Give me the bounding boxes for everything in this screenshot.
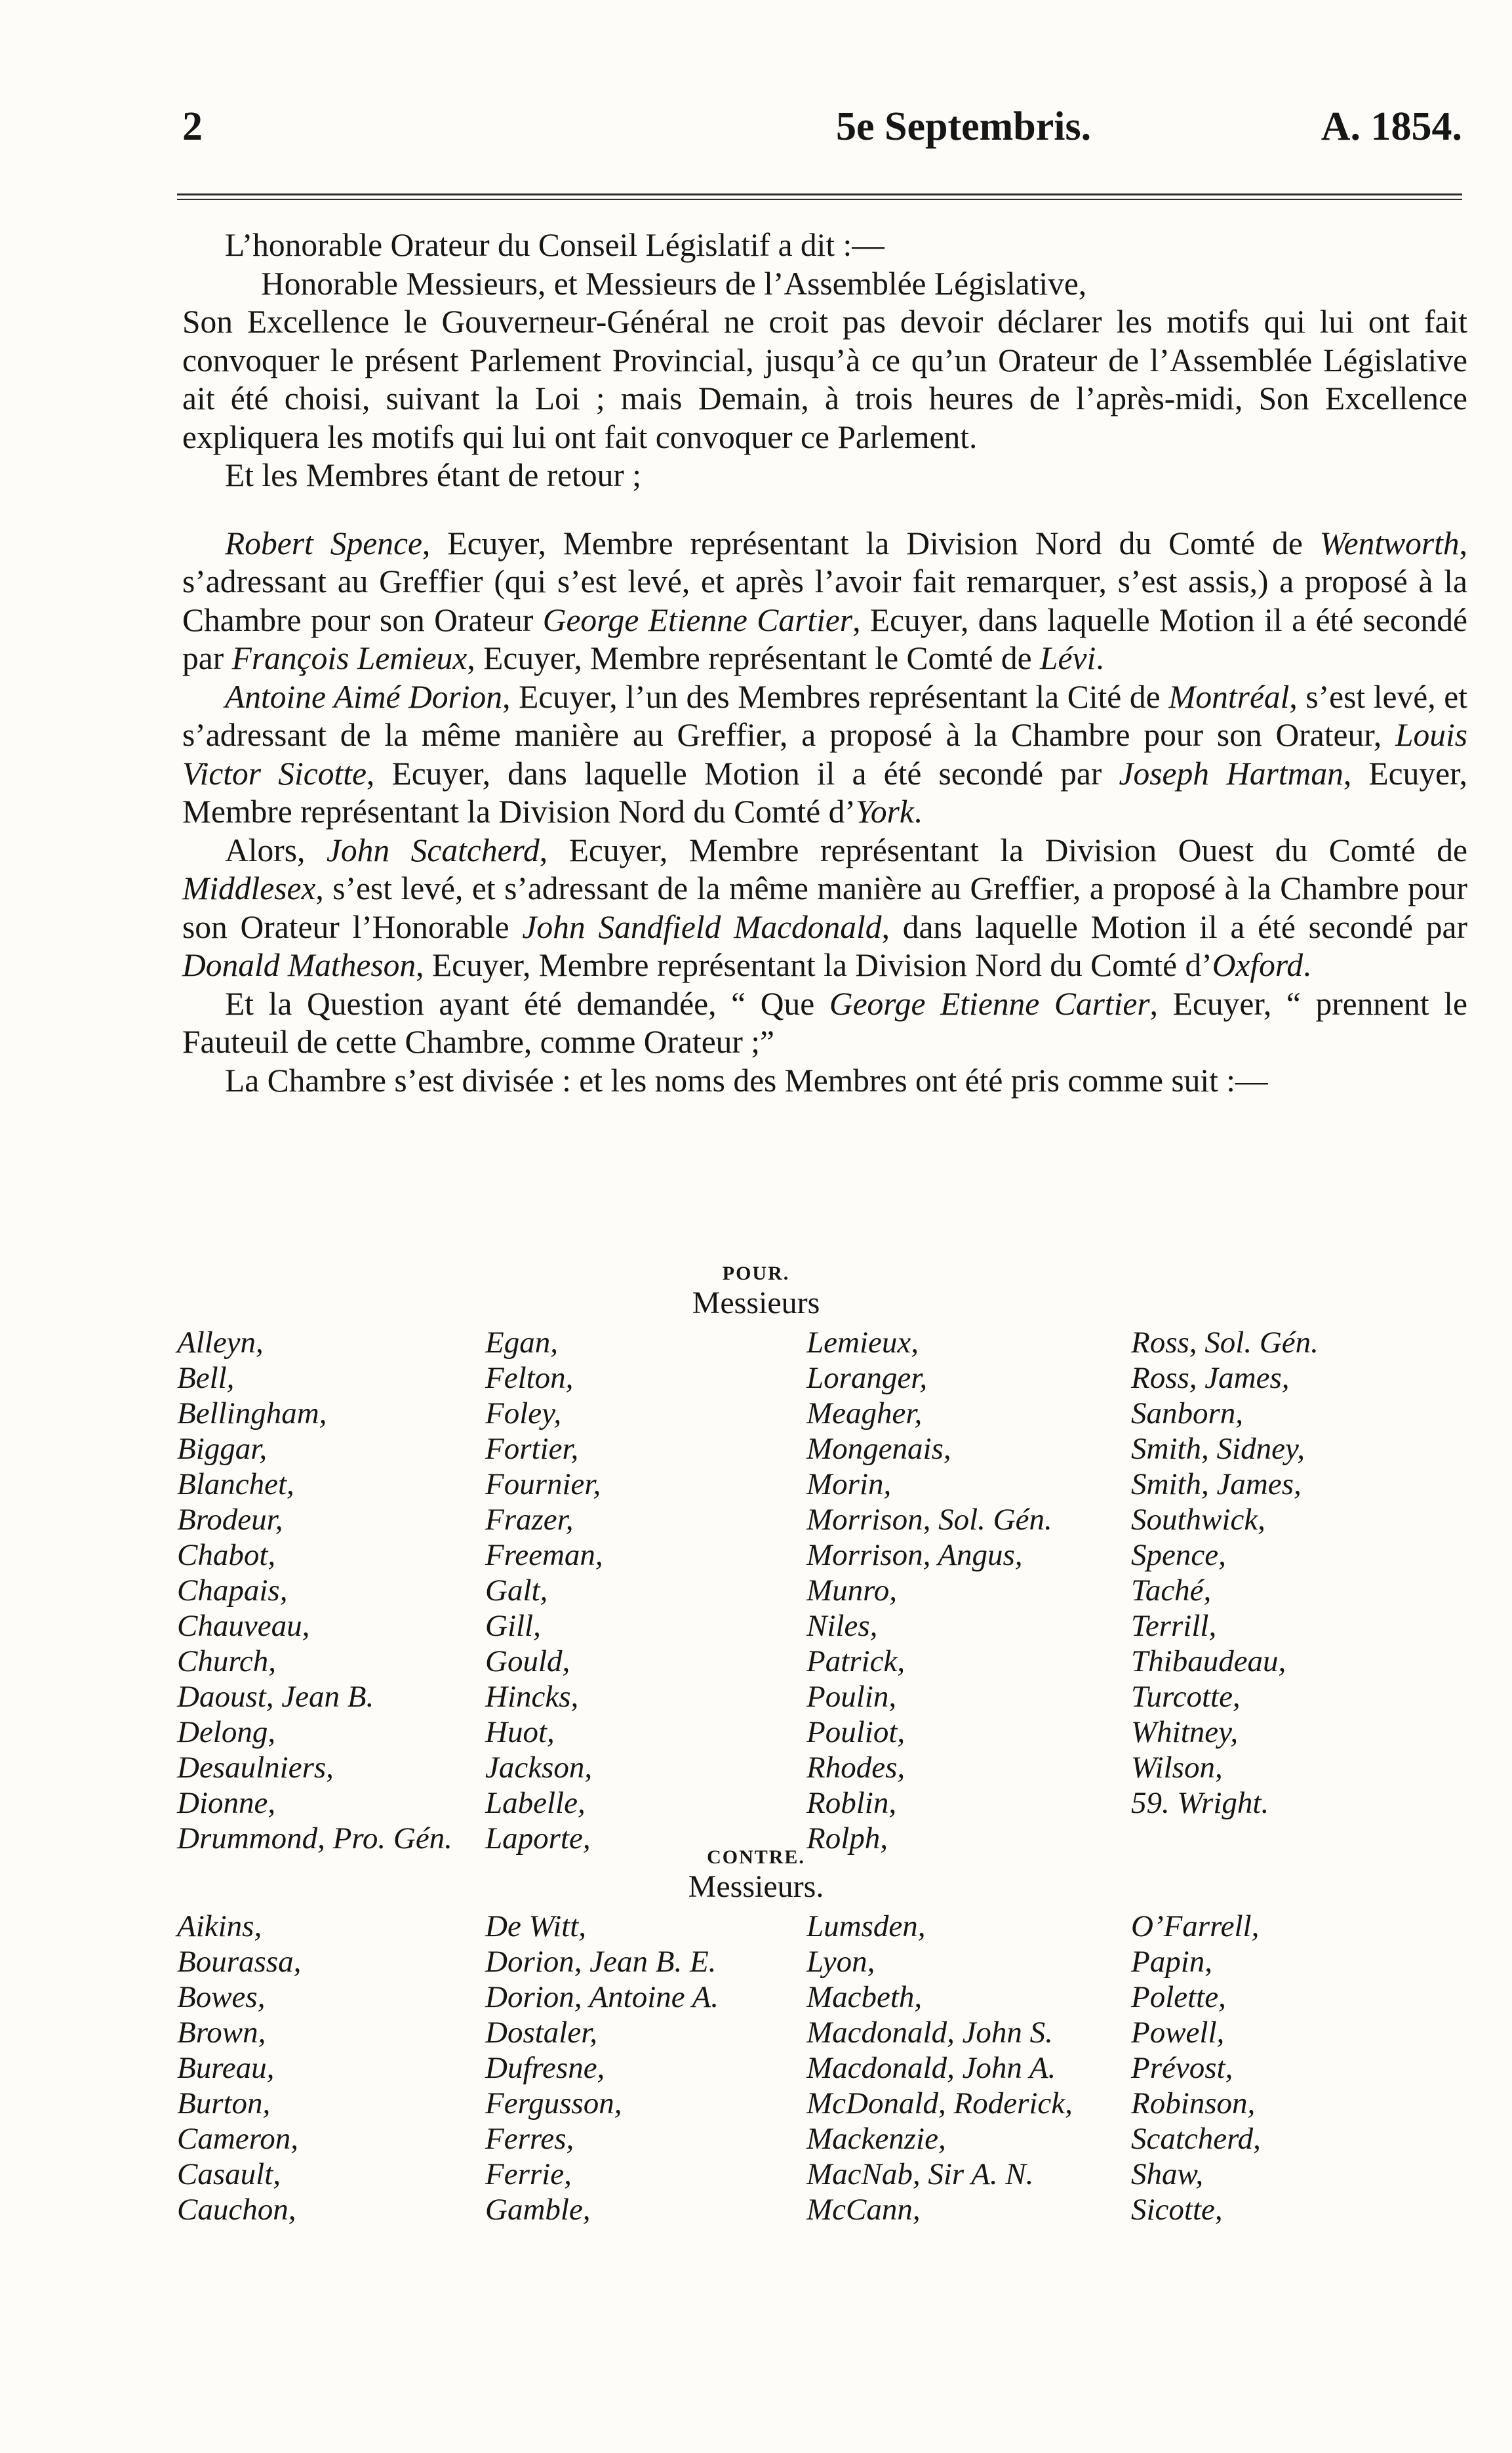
italic-name: Louis Victor Sicotte [182, 717, 1467, 792]
page-number: 2 [182, 104, 203, 149]
member-name: Burton, [177, 2086, 271, 2120]
member-name: Galt, [485, 1573, 548, 1608]
italic-name: Joseph Hartman [1119, 755, 1343, 792]
paragraph [182, 525, 1467, 678]
text-run: . [1303, 947, 1311, 983]
text-run: Et la Question ayant été demandée, “ Que [225, 985, 829, 1022]
italic-name: Robert Spence [225, 525, 422, 561]
member-name: Aikins, [177, 1909, 262, 1943]
member-name: Gill, [485, 1609, 541, 1643]
member-name: Macdonald, John S. [806, 2016, 1053, 2050]
member-name: Lyon, [806, 1945, 875, 1979]
member-name: Frazer, [485, 1503, 574, 1537]
member-name: Taché, [1131, 1573, 1212, 1608]
member-name: Munro, [806, 1573, 897, 1608]
paragraph [182, 1062, 1467, 1101]
italic-name: John Sandfield Macdonald [522, 908, 882, 945]
member-name: Huot, [485, 1715, 555, 1749]
member-name: Brodeur, [177, 1503, 283, 1537]
italic-name: York [855, 794, 914, 830]
text-run: , s’adressant au Greffier (qui s’est levé, et après l’avoir fait remarquer, s’est assis,) a proposé à la Chambre pour son Orateur [182, 525, 1467, 638]
member-name: Fournier, [485, 1467, 601, 1501]
member-name: McCann, [806, 2193, 921, 2227]
member-name: Gould, [485, 1644, 570, 1678]
text-run: , dans laquelle Motion il a été secondé par [881, 908, 1467, 945]
italic-name: Middlesex [182, 870, 316, 906]
name-column [485, 1909, 719, 2227]
text-run: , Ecuyer, Membre représentant le Comté de [467, 640, 1040, 676]
member-name: Sicotte, [1131, 2193, 1223, 2227]
member-name: Jackson, [485, 1751, 593, 1785]
name-column [1131, 1325, 1319, 1821]
member-name: Foley, [485, 1396, 562, 1430]
member-name: Turcotte, [1131, 1680, 1241, 1714]
paragraph [182, 678, 1467, 832]
member-name: Cauchon, [177, 2193, 296, 2227]
name-column [806, 1325, 1052, 1856]
member-name: Papin, [1131, 1945, 1213, 1979]
member-name: McDonald, Roderick, [806, 2086, 1073, 2120]
member-name: Patrick, [806, 1644, 905, 1678]
italic-name: Antoine Aimé Dorion [225, 678, 503, 715]
paragraph [182, 226, 1467, 265]
member-name: Dostaler, [485, 2016, 598, 2050]
member-name: Bourassa, [177, 1945, 302, 1979]
text-run: , s’est levé, et s’adressant de la même manière au Greffier, a proposé à la Chambre pour son Orateur l’Honorable [182, 870, 1467, 945]
text-run: Son Excellence le Gouverneur-Général ne croit pas devoir déclarer les motifs qui lui ont fait convoquer le présent Parlement Provincial, jusqu’à ce qu’un Orateur de l’Assemblée Législative ait été choisi, suivant la Loi ; mais Demain, à trois heures de l’après-midi, Son Excellence expliquera les motifs qui lui ont fait convoquer ce Parlement. [182, 304, 1467, 455]
member-name: Whitney, [1131, 1715, 1239, 1749]
member-name: Freeman, [485, 1538, 603, 1572]
member-name: Niles, [806, 1609, 878, 1643]
journal-text [182, 226, 1467, 1100]
member-name: Egan, [485, 1326, 558, 1360]
name-column [177, 1909, 301, 2227]
paragraph [182, 303, 1467, 456]
member-name: Casault, [177, 2157, 281, 2191]
member-name: Daoust, Jean B. [177, 1680, 374, 1714]
page-year: A. 1854. [1321, 104, 1462, 149]
member-name: Bellingham, [177, 1396, 327, 1430]
member-name: Chauveau, [177, 1609, 310, 1643]
member-name: Ross, Sol. Gén. [1131, 1326, 1319, 1360]
text-run: Et les Membres étant de retour ; [225, 457, 642, 493]
text-run: Honorable Messieurs, et Messieurs de l’Assemblée Législative, [261, 265, 1087, 302]
text-run: L’honorable Orateur du Conseil Législatif a dit :— [225, 227, 885, 263]
member-name: Felton, [485, 1361, 574, 1395]
text-run: La Chambre s’est divisée : et les noms des Membres ont été pris comme suit :— [225, 1062, 1268, 1099]
member-name: Drummond, Pro. Gén. [177, 1821, 452, 1855]
member-name: Biggar, [177, 1432, 268, 1466]
member-name: Meagher, [806, 1396, 923, 1430]
member-name: Rhodes, [806, 1751, 905, 1785]
member-name: Ferres, [485, 2122, 574, 2156]
member-name: Laporte, [485, 1821, 591, 1855]
member-name: Dionne, [177, 1786, 276, 1820]
member-name: Cameron, [177, 2122, 298, 2156]
member-name: Morrison, Sol. Gén. [806, 1503, 1052, 1537]
member-name: De Witt, [485, 1909, 587, 1943]
member-name: Morin, [806, 1467, 892, 1501]
member-name: Macdonald, John A. [806, 2051, 1056, 2085]
text-run: , Ecuyer, Membre représentant la Division Ouest du Comté de [539, 832, 1468, 868]
contre-subheading: Messieurs. [688, 1869, 824, 1904]
member-name: Dorion, Jean B. E. [485, 1945, 717, 1979]
member-name: Ross, James, [1131, 1361, 1290, 1395]
member-name: Desaulniers, [177, 1751, 334, 1785]
member-name: Dufresne, [485, 2051, 605, 2085]
name-column [806, 1909, 1073, 2227]
member-name: Polette, [1131, 1980, 1226, 2014]
member-name: Sanborn, [1131, 1396, 1244, 1430]
member-name: O’Farrell, [1131, 1909, 1260, 1943]
italic-name: Donald Matheson [182, 947, 416, 983]
text-run: , Ecuyer, Membre représentant la Division Nord du Comté de [422, 525, 1320, 561]
member-name: MacNab, Sir A. N. [806, 2157, 1034, 2191]
member-name: Macbeth, [806, 1980, 923, 2014]
italic-name: George Etienne Cartier [829, 985, 1150, 1022]
member-name: Alleyn, [177, 1326, 264, 1360]
member-name: Chabot, [177, 1538, 276, 1572]
member-name: Smith, Sidney, [1131, 1432, 1305, 1466]
page-header [177, 104, 1462, 163]
italic-name: Montréal [1168, 678, 1290, 715]
contre-label: CONTRE. [707, 1846, 805, 1868]
member-name: Robinson, [1131, 2086, 1256, 2120]
member-name: Rolph, [806, 1821, 888, 1855]
member-name: Pouliot, [806, 1715, 905, 1749]
member-name: Southwick, [1131, 1503, 1265, 1537]
vote-contre-heading [0, 1846, 1512, 1905]
text-run: , Ecuyer, dans laquelle Motion il a été secondé par [182, 601, 1467, 676]
text-run: Alors, [225, 832, 327, 868]
member-name: Ferrie, [485, 2157, 572, 2191]
member-name: Chapais, [177, 1573, 288, 1608]
member-name: Powell, [1131, 2016, 1225, 2050]
member-name: Fergusson, [485, 2086, 622, 2120]
member-name: Fortier, [485, 1432, 579, 1466]
header-rule [177, 193, 1462, 195]
member-name: Lumsden, [806, 1909, 926, 1943]
member-name: Blanchet, [177, 1467, 294, 1501]
member-name: Bureau, [177, 2051, 275, 2085]
text-run: , s’est levé, et s’adressant de la même manière au Greffier, a proposé à la Chambre pour son Orateur, [182, 678, 1467, 753]
text-run: , Ecuyer, “ prennent le Fauteuil de cette Chambre, comme Orateur ;” [182, 985, 1467, 1060]
member-name: Spence, [1131, 1538, 1226, 1572]
text-run: , Ecuyer, dans laquelle Motion il a été secondé par [366, 755, 1119, 792]
italic-name: Lévi [1039, 640, 1096, 676]
member-name: Prévost, [1131, 2051, 1233, 2085]
text-run: , Ecuyer, Membre représentant la Division Nord du Comté d’ [416, 947, 1212, 983]
member-name: Roblin, [806, 1786, 897, 1820]
text-run: . [913, 794, 923, 830]
member-name: Bowes, [177, 1980, 266, 2014]
member-name: Shaw, [1131, 2157, 1204, 2191]
vote-pour-heading [0, 1263, 1512, 1321]
name-column [177, 1325, 452, 1856]
header-rule-thin [177, 199, 1462, 200]
member-name: Dorion, Antoine A. [485, 1980, 719, 2014]
name-column [1131, 1909, 1261, 2227]
italic-name: Wentworth [1319, 525, 1460, 561]
member-name: Church, [177, 1644, 277, 1678]
member-name: 59. Wright. [1131, 1786, 1269, 1820]
text-run: . [1096, 640, 1104, 676]
italic-name: Oxford [1212, 947, 1303, 983]
text-run: , Ecuyer, l’un des Membres représentant la Cité de [502, 678, 1169, 715]
member-name: Gamble, [485, 2193, 591, 2227]
member-name: Mackenzie, [806, 2122, 946, 2156]
member-name: Morrison, Angus, [806, 1538, 1023, 1572]
name-column [485, 1325, 603, 1856]
italic-name: François Lemieux [231, 640, 468, 676]
member-name: Delong, [177, 1715, 276, 1749]
member-name: Loranger, [806, 1361, 928, 1395]
paragraph [182, 456, 1467, 495]
italic-name: John Scatcherd [326, 832, 540, 868]
member-name: Thibaudeau, [1131, 1644, 1286, 1678]
member-name: Mongenais, [806, 1432, 951, 1466]
paragraph [182, 832, 1467, 985]
member-name: Hincks, [485, 1680, 579, 1714]
member-name: Brown, [177, 2016, 266, 2050]
member-name: Scatcherd, [1131, 2122, 1261, 2156]
member-name: Lemieux, [806, 1326, 919, 1360]
pour-label: POUR. [722, 1263, 790, 1284]
member-name: Smith, James, [1131, 1467, 1302, 1501]
member-name: Poulin, [806, 1680, 897, 1714]
member-name: Terrill, [1131, 1609, 1217, 1643]
paragraph [182, 985, 1467, 1062]
italic-name: George Etienne Cartier [542, 601, 853, 638]
page-date: 5e Septembris. [836, 104, 1092, 149]
member-name: Bell, [177, 1361, 235, 1395]
paragraph [182, 265, 1467, 304]
member-name: Labelle, [485, 1786, 586, 1820]
pour-subheading: Messieurs [692, 1286, 820, 1320]
member-name: Wilson, [1131, 1751, 1223, 1785]
text-run: , Ecuyer, Membre représentant la Division Nord du Comté d’ [182, 755, 1467, 830]
